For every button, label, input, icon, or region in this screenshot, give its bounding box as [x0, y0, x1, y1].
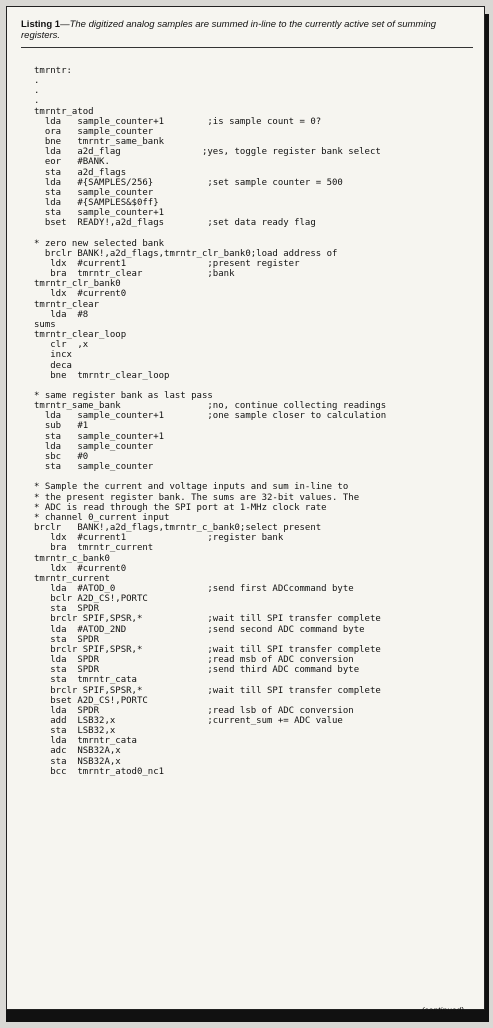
- code-line: sta tmrntr_cata: [34, 675, 137, 686]
- code-line: ldx #current1 ;present register: [34, 258, 300, 269]
- code-line: incx: [34, 350, 72, 361]
- code-line: sta SPDR: [34, 604, 100, 615]
- code-line: sta NSB32A,x: [34, 756, 121, 767]
- code-line: lda #{SAMPLES/256} ;set sample counter = 500: [34, 177, 343, 188]
- code-line: eor #BANK.: [34, 157, 110, 168]
- code-line: lda #ATOD_2ND ;send second ADC command byte: [34, 624, 365, 635]
- code-line: tmrntr_atod: [34, 106, 94, 117]
- code-line: bra tmrntr_clear ;bank: [34, 269, 235, 280]
- code-line: [34, 472, 479, 482]
- code-line: sbc #0: [34, 451, 89, 462]
- code-line: tmrntr_c_bank0: [34, 553, 110, 564]
- code-line: clr ,x: [34, 340, 89, 351]
- code-line: sums: [34, 319, 56, 330]
- code-line: bset READY!,a2d_flags ;set data ready flag: [34, 218, 316, 229]
- code-line: [34, 229, 479, 239]
- code-line: tmrntr_clear: [34, 299, 100, 310]
- code-line: sta LSB32,x: [34, 726, 116, 737]
- code-line: lda sample_counter+1 ;one sample closer to calculation: [34, 411, 387, 422]
- code-line: lda a2d_flag ;yes, toggle register bank select: [34, 147, 381, 158]
- code-line: .: [34, 96, 40, 107]
- code-line: * zero new selected bank: [34, 238, 165, 249]
- code-line: * channel 0_current input: [34, 512, 170, 523]
- code-line: bra tmrntr_current: [34, 543, 154, 554]
- code-line: bne tmrntr_same_bank: [34, 137, 165, 148]
- code-line: [34, 381, 479, 391]
- listing-caption: [21, 19, 471, 41]
- code-line: bne tmrntr_clear_loop: [34, 370, 170, 381]
- code-line: ldx #current0: [34, 563, 127, 574]
- code-line: bcc tmrntr_atod0_nc1: [34, 766, 165, 777]
- code-line: tmrntr:: [34, 66, 72, 76]
- code-line: sta sample_counter: [34, 187, 154, 198]
- code-line: sub #1: [34, 421, 89, 432]
- code-line: * the present register bank. The sums are 32-bit values. The: [34, 492, 360, 503]
- caption-divider: [21, 47, 473, 48]
- code-line: lda tmrntr_cata: [34, 736, 137, 747]
- code-line: lda SPDR ;read lsb of ADC conversion: [34, 705, 354, 716]
- code-line: lda SPDR ;read msb of ADC conversion: [34, 655, 354, 666]
- code-line: tmrntr_clr_bank0: [34, 279, 121, 290]
- code-line: sta sample_counter+1: [34, 431, 165, 442]
- code-line: lda sample_counter: [34, 441, 154, 452]
- code-line: adc NSB32A,x: [34, 746, 121, 757]
- code-line: bset A2D_CS!,PORTC: [34, 695, 148, 706]
- listing-label: Listing 1: [21, 19, 61, 30]
- code-line: brclr SPIF,SPSR,* ;wait till SPI transfer complete: [34, 685, 381, 696]
- code-line: .: [34, 76, 40, 87]
- code-line: ldx #current0: [34, 289, 127, 300]
- listing-panel: [6, 6, 485, 1010]
- panel-shadow-bottom: [6, 1010, 488, 1022]
- code-line: brclr SPIF,SPSR,* ;wait till SPI transfer complete: [34, 614, 381, 625]
- code-line: sta SPDR: [34, 634, 100, 645]
- listing-caption-text: —The digitized analog samples are summed in-line to the currently active set of summing registers.: [21, 19, 437, 41]
- code-line: tmrntr_clear_loop: [34, 330, 127, 341]
- code-line: brclr BANK!,a2d_flags,tmrntr_clr_bank0;load address of: [34, 248, 338, 259]
- code-line: deca: [34, 360, 72, 371]
- code-line: bclr A2D_CS!,PORTC: [34, 594, 148, 605]
- code-line: sta SPDR ;send third ADC command byte: [34, 665, 360, 676]
- code-line: tmrntr_current: [34, 573, 110, 584]
- code-line: lda #{SAMPLES&$0ff}: [34, 198, 159, 209]
- code-line: sta sample_counter: [34, 462, 154, 473]
- code-line: * ADC is read through the SPI port at 1-MHz clock rate: [34, 502, 327, 513]
- code-line: brclr SPIF,SPSR,* ;wait till SPI transfer complete: [34, 644, 381, 655]
- code-line: lda sample_counter+1 ;is sample count = 0?: [34, 116, 322, 127]
- code-line: * Sample the current and voltage inputs and sum in-line to: [34, 482, 349, 493]
- code-line: add LSB32,x ;current_sum += ADC value: [34, 716, 343, 726]
- code-line: lda #ATOD_0 ;send first ADCcommand byte: [34, 583, 354, 594]
- panel-shadow-right: [485, 14, 489, 1022]
- code-line: sta sample_counter+1: [34, 208, 165, 219]
- code-line: sta a2d_flags: [34, 167, 127, 178]
- code-line: brclr BANK!,a2d_flags,tmrntr_c_bank0;select present: [34, 523, 322, 534]
- code-listing: [34, 66, 479, 996]
- code-line: lda #8: [34, 309, 89, 320]
- code-line: * same register bank as last pass: [34, 391, 213, 401]
- code-line: tmrntr_same_bank ;no, continue collecting readings: [34, 401, 387, 412]
- code-line: .: [34, 86, 40, 97]
- code-line: ldx #current1 ;register bank: [34, 533, 284, 544]
- code-line: ora sample_counter: [34, 126, 154, 137]
